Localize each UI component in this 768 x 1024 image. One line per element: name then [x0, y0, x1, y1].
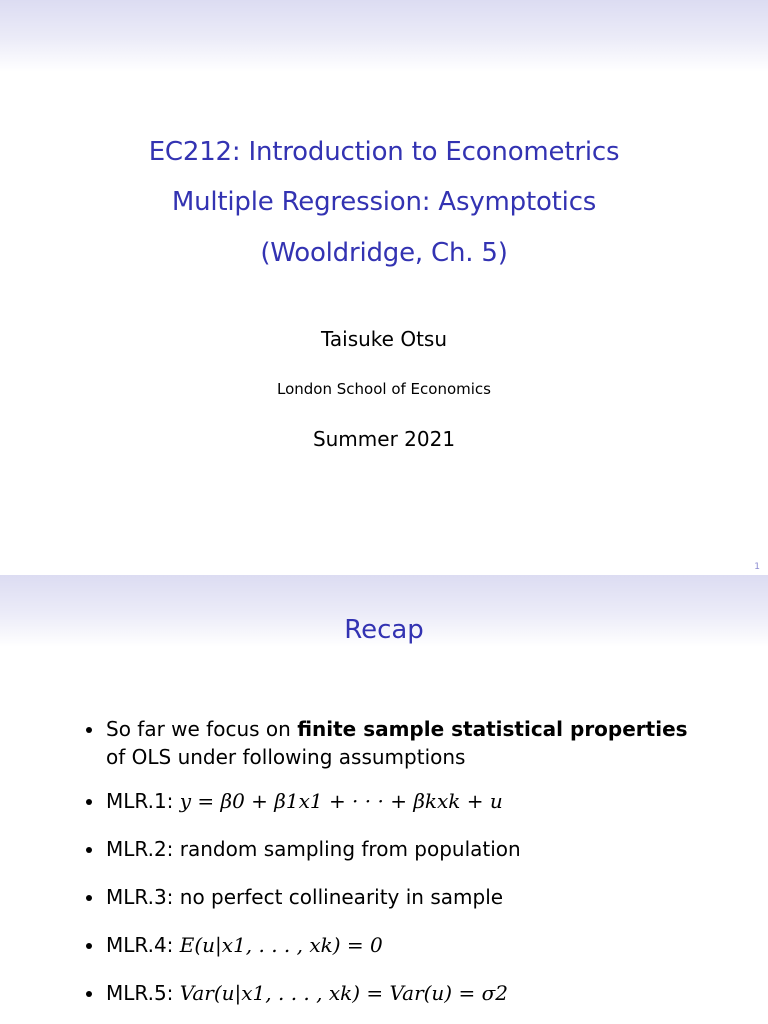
assumption-label: MLR.5: — [106, 981, 180, 1005]
assumption-text: random sampling from population — [179, 837, 521, 861]
bullet-icon — [86, 943, 92, 949]
assumption-text: Var(u|x1, . . . , xk) = Var(u) = σ2 — [179, 981, 508, 1005]
assumption-label: MLR.1: — [106, 789, 180, 813]
bullet-icon — [86, 895, 92, 901]
list-item — [82, 715, 692, 771]
list-item — [82, 931, 692, 959]
list-item — [82, 835, 692, 863]
assumption-text: E(u|x1, . . . , xk) = 0 — [179, 933, 383, 957]
bullet-icon — [86, 991, 92, 997]
bullet-icon — [86, 847, 92, 853]
bullet-text-end: of OLS under following assumptions — [106, 745, 466, 769]
list-item — [82, 883, 692, 911]
assumption-label: MLR.4: — [106, 933, 180, 957]
bullet-icon — [86, 727, 92, 733]
date: Summer 2021 — [312, 427, 456, 451]
assumption-label: MLR.3: — [106, 885, 180, 909]
page-number: 1 — [754, 562, 760, 572]
author: Taisuke Otsu — [320, 327, 448, 351]
list-item — [82, 979, 692, 1007]
institute: London School of Economics — [277, 380, 491, 398]
header-band — [0, 0, 768, 72]
assumption-text: no perfect collinearity in sample — [179, 885, 504, 909]
assumption-label: MLR.2: — [106, 837, 180, 861]
slide-title: Recap — [344, 615, 424, 645]
reading-reference: (Wooldridge, Ch. 5) — [260, 238, 508, 268]
bullet-text: So far we focus on — [106, 717, 298, 741]
list-item — [82, 787, 692, 815]
recap-slide — [0, 575, 768, 1024]
bullet-emphasis: finite sample statistical properties — [297, 717, 688, 741]
assumption-text: y = β0 + β1x1 + · · · + βkxk + u — [179, 789, 503, 813]
course-title: EC212: Introduction to Econometrics — [148, 137, 620, 167]
bullet-list — [82, 715, 692, 1024]
bullet-icon — [86, 799, 92, 805]
lecture-title: Multiple Regression: Asymptotics — [171, 187, 597, 217]
